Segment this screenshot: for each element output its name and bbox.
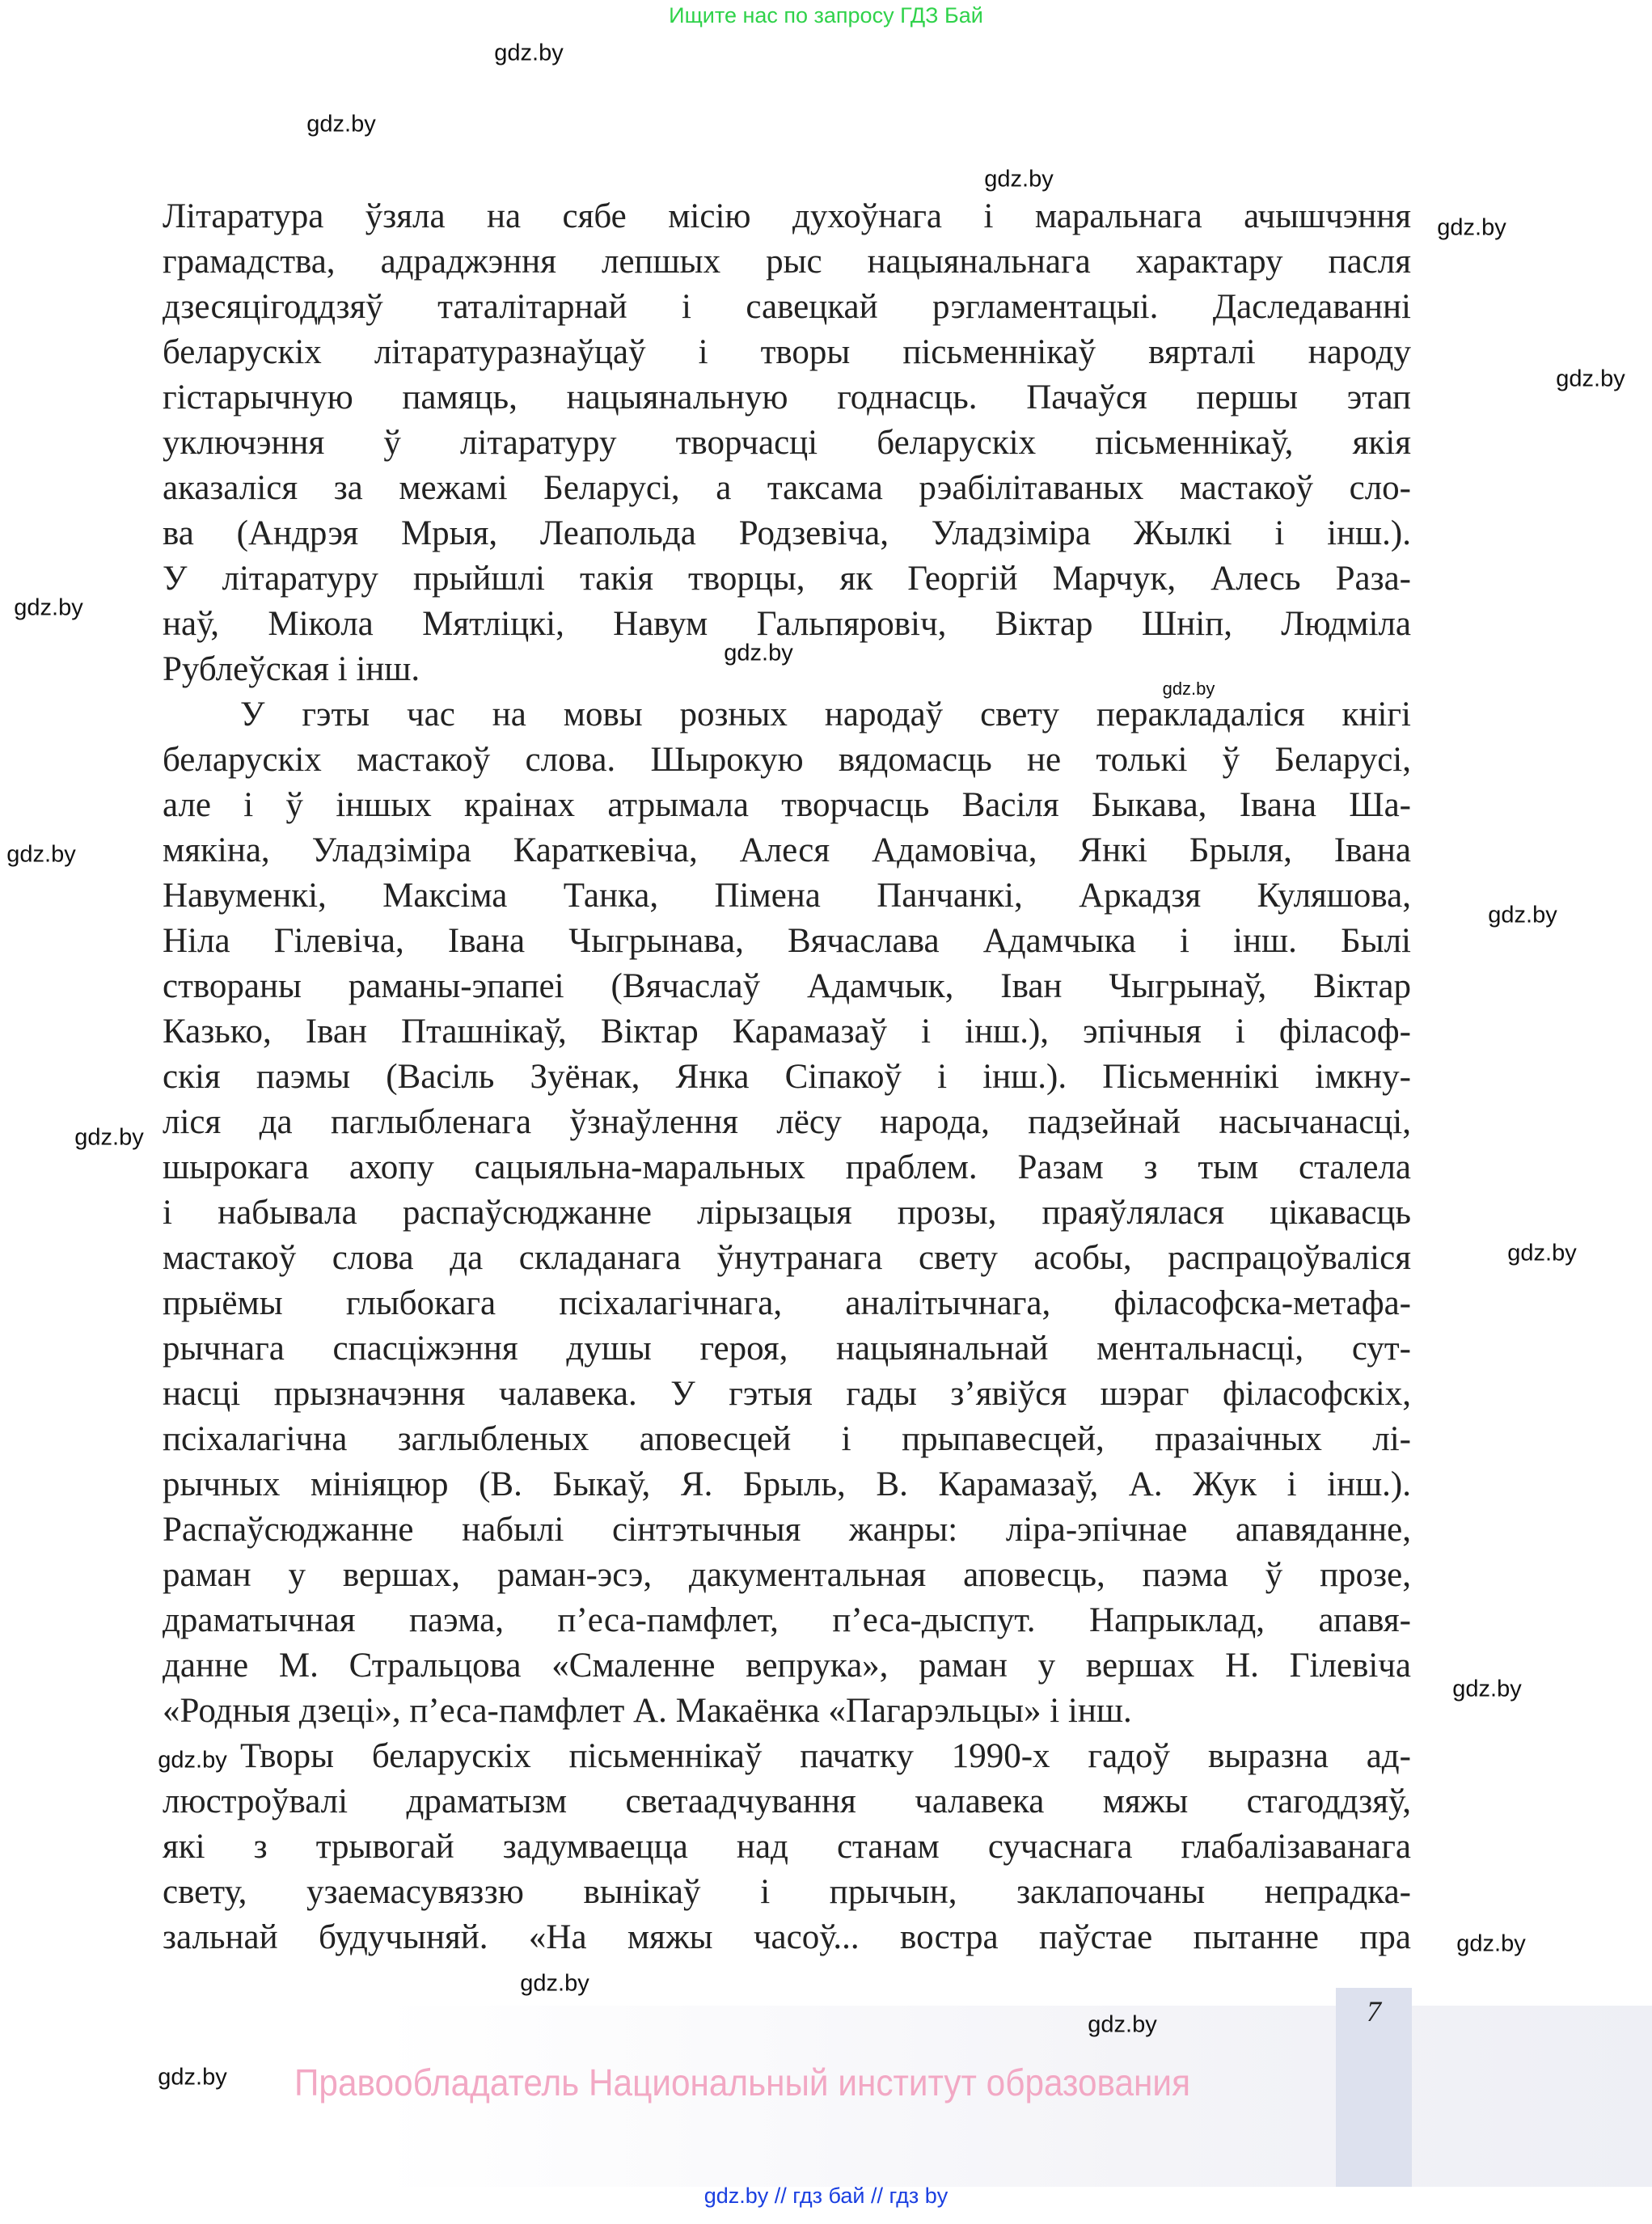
text-line: рычных мініяцюр (В. Быкаў, Я. Брыль, В. Карамазаў, А. Жук і інш.).	[163, 1465, 1411, 1503]
text-line: беларускіх літаратуразнаўцаў і творы пісьменнікаў вярталі народу	[163, 333, 1411, 371]
watermark: gdz.by	[1162, 679, 1215, 699]
text-line: рычнага спасціжэння душы героя, нацыянальнай ментальнасці, сут-	[163, 1330, 1411, 1368]
watermark: gdz.by	[74, 1124, 144, 1151]
text-line: Ніла Гілевіча, Івана Чыгрынава, Вячаслава Адамчыка і інш. Былі	[163, 922, 1411, 960]
text-line: Навуменкі, Максіма Танка, Пімена Панчанкі, Аркадзя Куляшова,	[163, 877, 1411, 915]
search-hint-banner: Ищите нас по запросу ГДЗ Бай	[669, 3, 983, 27]
text-line: люстроўвалі драматызм светаадчування чалавека мяжы стагоддзяў,	[163, 1782, 1411, 1820]
page-number: 7	[1367, 1995, 1381, 2027]
text-line: насці прызначэння чалавека. У гэтыя гады з’явіўся шэраг філасофскіх,	[163, 1375, 1411, 1413]
text-line: дзесяцігоддзяў таталітарнай і савецкай рэгламентацыі. Даследаванні	[163, 288, 1411, 326]
text-line: і набывала распаўсюджанне лірызацыя прозы, праяўлялася цікавасць	[163, 1194, 1411, 1232]
text-line: беларускіх мастакоў слова. Шырокую вядомасць не толькі ў Беларусі,	[163, 741, 1411, 779]
text-line: Творы беларускіх пісьменнікаў пачатку 1990-х гадоў выразна ад-	[240, 1737, 1411, 1775]
text-line: аказаліся за межамі Беларусі, а таксама рэабілітаваных мастакоў сло-	[163, 469, 1411, 507]
body-text	[163, 194, 1411, 1960]
text-line: шырокага ахопу сацыяльна-маральных праблем. Разам з тым сталела	[163, 1148, 1411, 1186]
watermark: gdz.by	[494, 40, 564, 66]
text-line: уключэння ў літаратуру творчасці беларускіх пісьменнікаў, якія	[163, 424, 1411, 462]
text-line: створаны раманы-эпапеі (Вячаслаў Адамчык, Іван Чыгрынаў, Віктар	[163, 967, 1411, 1005]
text-line: «Родныя дзеці», п’еса-памфлет А. Макаёнка «Пагарэльцы» і інш.	[163, 1692, 1132, 1730]
watermark: gdz.by	[1437, 214, 1506, 241]
text-line: наў, Мікола Мятліцкі, Навум Гальпяровіч, Віктар Шніп, Людміла	[163, 605, 1411, 643]
text-line: Распаўсюджанне набылі сінтэтычныя жанры: ліра-эпічнае апавяданне,	[163, 1511, 1411, 1549]
watermark: gdz.by	[1456, 1930, 1526, 1957]
watermark: gdz.by	[724, 640, 793, 666]
text-line: ліся да паглыбленага ўзнаўлення лёсу народа, падзейнай насычанасці,	[163, 1103, 1411, 1141]
text-line: мякіна, Уладзіміра Караткевіча, Алеся Адамовіча, Янкі Брыля, Івана	[163, 831, 1411, 869]
watermark: gdz.by	[1488, 902, 1557, 928]
watermark: gdz.by	[984, 166, 1054, 192]
text-line: драматычная паэма, п’еса-памфлет, п’еса-дыспут. Напрыклад, апавя-	[163, 1601, 1411, 1639]
bottom-links[interactable]: gdz.by // гдз бай // гдз by	[703, 2184, 949, 2208]
rights-holder-notice: Правообладатель Национальный институт образования	[294, 2061, 1190, 2103]
watermark: gdz.by	[520, 1970, 589, 1997]
watermark: gdz.by	[1088, 2011, 1157, 2038]
text-line: які з трывогай задумваецца над станам сучаснага глабалізаванага	[163, 1828, 1411, 1866]
text-line: ва (Андрэя Мрыя, Леапольда Родзевіча, Уладзіміра Жылкі і інш.).	[163, 514, 1411, 552]
watermark: gdz.by	[306, 111, 376, 137]
text-line: данне М. Стральцова «Смаленне вепрука», раман у вершах Н. Гілевіча	[163, 1647, 1411, 1685]
text-line: Літаратура ўзяла на сябе місію духоўнага і маральнага ачышчэння	[163, 197, 1411, 235]
text-line: скія паэмы (Васіль Зуёнак, Янка Сіпакоў і інш.). Пісьменнікі імкну-	[163, 1058, 1411, 1096]
text-line: свету, узаемасувяззю вынікаў і прычын, заклапочаны непрадка-	[163, 1873, 1411, 1911]
text-line: грамадства, адраджэння лепшых рыс нацыянальнага характару пасля	[163, 243, 1411, 281]
watermark: gdz.by	[158, 1747, 227, 1774]
text-line: мастакоў слова да складанага ўнутранага свету асобы, распрацоўваліся	[163, 1239, 1411, 1277]
text-line: зальнай будучыняй. «На мяжы часоў... востра паўстае пытанне пра	[163, 1918, 1411, 1956]
text-line: У літаратуру прыйшлі такія творцы, як Георгій Марчук, Алесь Раза-	[163, 560, 1411, 598]
watermark: gdz.by	[1556, 366, 1625, 392]
watermark: gdz.by	[1452, 1676, 1522, 1702]
text-line: раман у вершах, раман-эсэ, дакументальная аповесць, паэма ў прозе,	[163, 1556, 1411, 1594]
text-line: псіхалагічна заглыбленых аповесцей і прыпавесцей, празаічных лі-	[163, 1420, 1411, 1458]
text-line: але і ў іншых краінах атрымала творчасць Васіля Быкава, Івана Ша-	[163, 786, 1411, 824]
text-line: Рублеўская і інш.	[163, 650, 420, 688]
text-line: Казько, Іван Пташнікаў, Віктар Карамазаў і інш.), эпічныя і філасоф-	[163, 1013, 1411, 1051]
text-line: прыёмы глыбокага псіхалагічнага, аналітычнага, філасофска-метафа-	[163, 1284, 1411, 1322]
watermark: gdz.by	[6, 841, 76, 868]
watermark: gdz.by	[1507, 1240, 1577, 1266]
page-number-box	[1336, 1988, 1412, 2187]
text-line: гістарычную памяць, нацыянальную годнасць. Пачаўся першы этап	[163, 378, 1411, 416]
watermark: gdz.by	[158, 2064, 227, 2091]
watermark: gdz.by	[14, 594, 83, 621]
text-line: У гэты час на мовы розных народаў свету перакладаліся кнігі	[240, 696, 1411, 734]
